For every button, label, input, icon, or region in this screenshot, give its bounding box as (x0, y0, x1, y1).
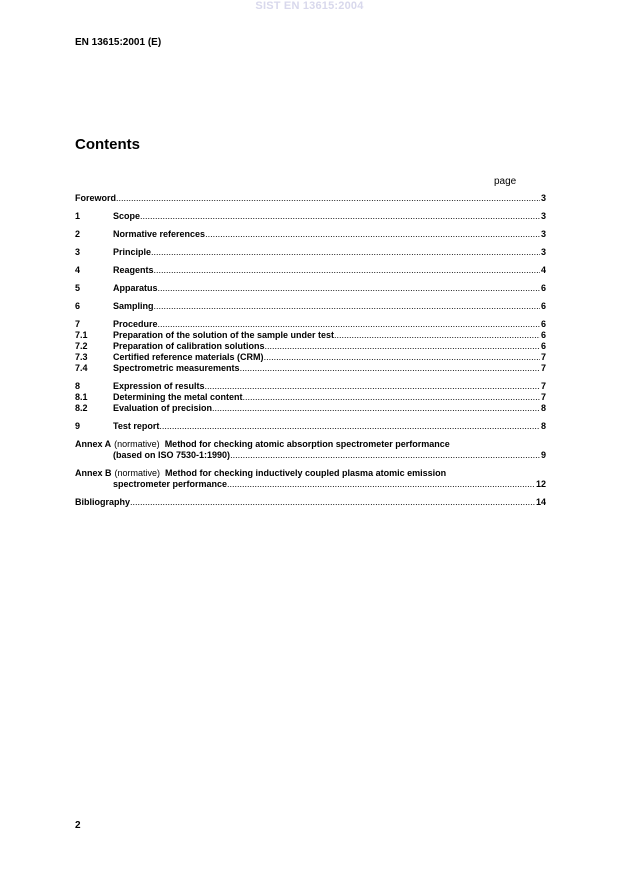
toc-entry-page: 6 (540, 283, 546, 293)
toc-entry-number: 8.2 (75, 403, 88, 413)
toc-entry-page: 7 (540, 381, 546, 391)
toc-entry-title: Normative references (113, 229, 206, 239)
toc-entry-page: 6 (540, 301, 546, 311)
toc-entry-metal-content[interactable] (75, 392, 546, 403)
toc-entry-title: Test report (113, 421, 160, 431)
toc-entry-number: 7.2 (75, 341, 88, 351)
annex-title-line1: Method for checking inductively coupled plasma atomic emission (165, 468, 447, 478)
toc-entry-annex-b[interactable] (75, 468, 546, 479)
dot-leader (334, 330, 540, 341)
toc-entry-page: 3 (540, 247, 546, 257)
dot-leader (212, 403, 540, 414)
toc-entry-number: 8 (75, 381, 81, 391)
dot-leader (130, 497, 535, 508)
page-number: 2 (75, 820, 81, 831)
toc-entry-title: Bibliography (75, 497, 131, 507)
annex-label: Annex A (75, 439, 112, 449)
toc-entry-page: 3 (540, 229, 546, 239)
dot-leader (240, 363, 540, 374)
toc-entry-foreword[interactable] (75, 193, 546, 204)
toc-entry-title: Expression of results (113, 381, 205, 391)
toc-entry-title: Principle (113, 247, 152, 257)
toc-entry-page: 8 (540, 403, 546, 413)
dot-leader (158, 319, 540, 330)
toc-entry-sample-solution[interactable] (75, 330, 546, 341)
page-column-label: page (494, 176, 517, 187)
toc-entry-principle[interactable] (75, 247, 546, 258)
toc-entry-page: 8 (540, 421, 546, 431)
annex-title-line2: spectrometer performance (113, 479, 228, 489)
toc-entry-sampling[interactable] (75, 301, 546, 312)
toc-entry-apparatus[interactable] (75, 283, 546, 294)
toc-entry-number: 1 (75, 211, 81, 221)
toc-entry-number: 7.3 (75, 352, 88, 362)
dot-leader (154, 301, 540, 312)
toc-entry-number: 5 (75, 283, 81, 293)
toc-entry-reagents[interactable] (75, 265, 546, 276)
page-title: Contents (75, 136, 140, 153)
watermark: SIST EN 13615:2004 (255, 0, 364, 12)
dot-leader (205, 381, 540, 392)
toc-entry-title: Spectrometric measurements (113, 363, 240, 373)
toc-entry-page: 3 (540, 211, 546, 221)
toc-entry-bibliography[interactable] (75, 497, 546, 508)
toc-entry-number: 2 (75, 229, 81, 239)
document-id: EN 13615:2001 (E) (75, 37, 162, 48)
annex-type: (normative) (114, 439, 160, 449)
toc-entry-title: Reagents (113, 265, 154, 275)
dot-leader (154, 265, 540, 276)
toc-entry-number: 8.1 (75, 392, 88, 402)
toc-entry-number: 3 (75, 247, 81, 257)
toc-entry-page: 6 (540, 319, 546, 329)
dot-leader (140, 211, 540, 222)
annex-title-line2: (based on ISO 7530-1:1990) (113, 450, 231, 460)
toc-entry-number: 7 (75, 319, 81, 329)
toc-entry-title: Certified reference materials (CRM) (113, 352, 264, 362)
toc-entry-title: Evaluation of precision (113, 403, 213, 413)
toc-entry-page: 7 (540, 352, 546, 362)
toc-entry-annex-b-continued[interactable] (75, 479, 546, 490)
toc-entry-page: 4 (540, 265, 546, 275)
table-of-contents (75, 193, 546, 508)
dot-leader (243, 392, 540, 403)
toc-entry-number: 7.1 (75, 330, 88, 340)
toc-entry-page: 7 (540, 363, 546, 373)
toc-entry-spectrometric-measurements[interactable] (75, 363, 546, 374)
toc-entry-scope[interactable] (75, 211, 546, 222)
toc-entry-number: 6 (75, 301, 81, 311)
toc-entry-number: 7.4 (75, 363, 88, 373)
dot-leader (227, 479, 535, 490)
toc-entry-reference-materials[interactable] (75, 352, 546, 363)
toc-entry-page: 3 (540, 193, 546, 203)
toc-entry-page: 7 (540, 392, 546, 402)
toc-entry-title: Apparatus (113, 283, 158, 293)
toc-entry-normative-references[interactable] (75, 229, 546, 240)
toc-entry-calibration-solutions[interactable] (75, 341, 546, 352)
toc-entry-page: 6 (540, 330, 546, 340)
toc-entry-title: Scope (113, 211, 141, 221)
dot-leader (159, 421, 540, 432)
toc-entry-title: Foreword (75, 193, 117, 203)
toc-entry-title: Preparation of the solution of the sample under test (113, 330, 335, 340)
toc-entry-title: Procedure (113, 319, 158, 329)
annex-title-line1: Method for checking atomic absorption spectrometer performance (164, 439, 450, 449)
dot-leader (158, 283, 540, 294)
toc-entry-title: Sampling (113, 301, 154, 311)
toc-entry-page: 12 (535, 479, 546, 489)
toc-entry-test-report[interactable] (75, 421, 546, 432)
dot-leader (265, 341, 540, 352)
dot-leader (205, 229, 540, 240)
dot-leader (116, 193, 540, 204)
toc-entry-procedure[interactable] (75, 319, 546, 330)
toc-entry-page: 9 (540, 450, 546, 460)
toc-entry-title: Preparation of calibration solutions (113, 341, 265, 351)
dot-leader (230, 450, 540, 461)
toc-entry-annex-a-continued[interactable] (75, 450, 546, 461)
toc-entry-annex-a[interactable] (75, 439, 546, 450)
toc-entry-number: 9 (75, 421, 81, 431)
annex-label: Annex B (75, 468, 112, 478)
dot-leader (151, 247, 540, 258)
toc-entry-title: Determining the metal content (113, 392, 243, 402)
toc-entry-page: 14 (535, 497, 546, 507)
toc-entry-expression-of-results[interactable] (75, 381, 546, 392)
dot-leader (264, 352, 540, 363)
toc-entry-number: 4 (75, 265, 81, 275)
annex-type: (normative) (114, 468, 161, 478)
toc-entry-evaluation-of-precision[interactable] (75, 403, 546, 414)
toc-entry-page: 6 (540, 341, 546, 351)
